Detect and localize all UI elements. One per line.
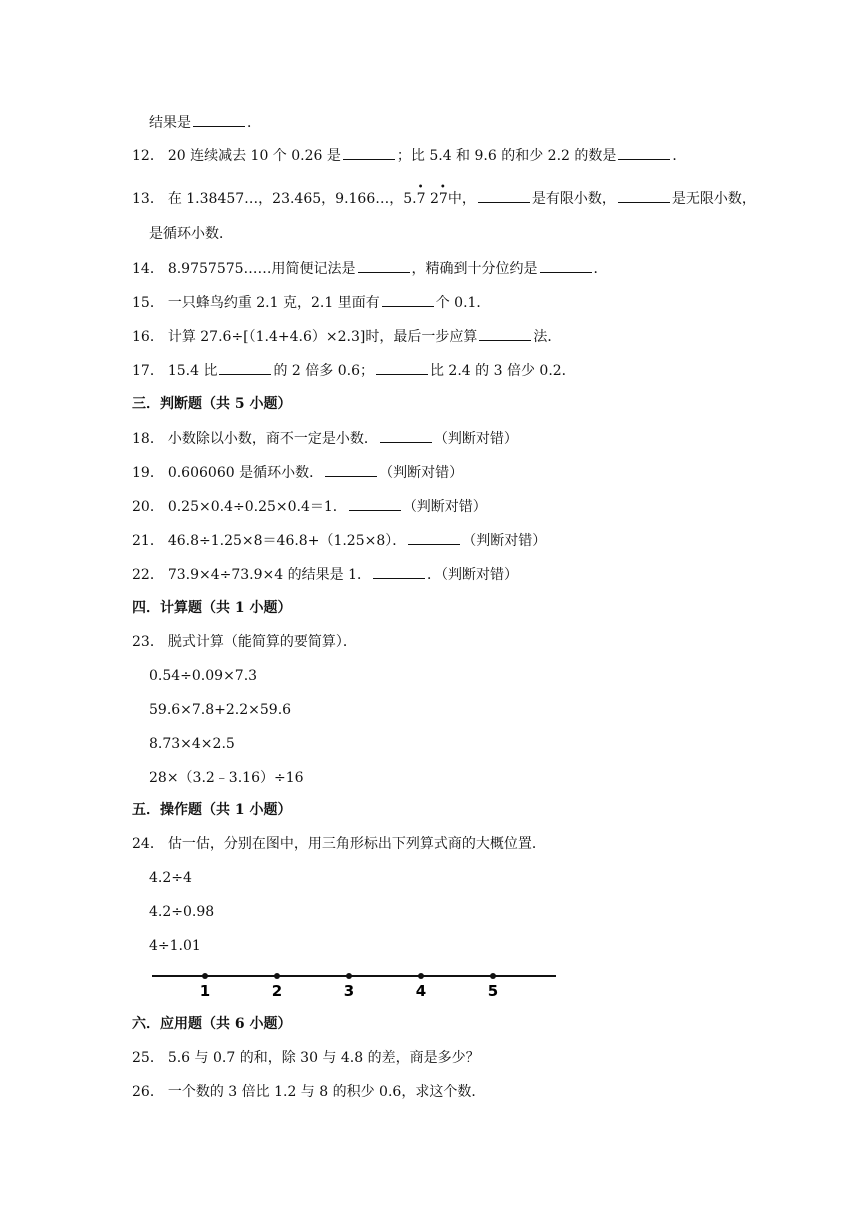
question-14: 14． 8.9757575……用简便记法是 ，精确到十分位约是 ．	[132, 258, 608, 279]
question-25: 25． 5.6 与 0.7 的和，除 30 与 4.8 的差，商是多少？	[132, 1050, 480, 1066]
question-19: 19． 0.606060 是循环小数． （判断对错）	[132, 462, 463, 483]
question-17: 17． 15.4 比 的 2 倍多 0.6； 比 2.4 的 3 倍少 0.2．	[132, 360, 576, 381]
expression: 4÷1.01	[149, 938, 201, 954]
number-line-point-5	[490, 973, 496, 979]
section-heading-operate: 五．操作题（共 1 小题）	[132, 802, 292, 818]
answer-blank[interactable]	[373, 564, 425, 579]
answer-blank[interactable]	[479, 326, 531, 341]
answer-blank[interactable]	[193, 112, 245, 127]
question-15: 15． 一只蜂鸟约重 2.1 克，2.1 里面有 个 0.1．	[132, 292, 490, 313]
question-12: 12． 20 连续减去 10 个 0.26 是 ；比 5.4 和 9.6 的和少 2.2 的数是 ．	[132, 145, 686, 166]
section-heading-apply: 六．应用题（共 6 小题）	[132, 1016, 292, 1032]
question-18: 18． 小数除以小数，商不一定是小数． （判断对错）	[132, 428, 518, 449]
recurring-digit: • 7	[438, 182, 448, 207]
expression: 0.54÷0.09×7.3	[149, 668, 258, 684]
question-11-continuation: 结果是 ．	[149, 112, 261, 133]
number-line-point-3	[346, 973, 352, 979]
question-13: 13． 在 1.38457…，23.465，9.166…，5. • 7 2 • 7中， 是有限小数， 是无限小数，	[132, 182, 756, 207]
recurring-digit: • 7	[416, 182, 426, 207]
number-line-point-4	[418, 973, 424, 979]
number-line-point-1	[202, 973, 208, 979]
question-23: 23． 脱式计算（能简算的要简算）．	[132, 634, 357, 650]
answer-blank[interactable]	[380, 428, 432, 443]
number-line	[150, 960, 560, 1000]
expression: 28×（3.2﹣3.16）÷16	[149, 770, 304, 786]
question-22: 22． 73.9×4÷73.9×4 的结果是 1． ．（判断对错）	[132, 564, 518, 585]
number-line-point-2	[274, 973, 280, 979]
tick-label-4: 4	[415, 982, 427, 1000]
answer-blank[interactable]	[219, 360, 271, 375]
section-heading-calc: 四．计算题（共 1 小题）	[132, 600, 292, 616]
question-24: 24． 估一估，分别在图中，用三角形标出下列算式商的大概位置．	[132, 836, 546, 852]
answer-blank[interactable]	[478, 188, 530, 203]
expression: 4.2÷4	[149, 870, 192, 886]
answer-blank[interactable]	[382, 292, 434, 307]
tick-label-1: 1	[199, 982, 211, 1000]
expression: 59.6×7.8+2.2×59.6	[149, 702, 292, 718]
answer-blank[interactable]	[540, 258, 592, 273]
answer-blank[interactable]	[618, 188, 670, 203]
tick-label-2: 2	[271, 982, 283, 1000]
answer-blank[interactable]	[376, 360, 428, 375]
tick-label-5: 5	[487, 982, 499, 1000]
question-26: 26． 一个数的 3 倍比 1.2 与 8 的积少 0.6，求这个数．	[132, 1084, 486, 1100]
answer-blank[interactable]	[349, 496, 401, 511]
question-20: 20． 0.25×0.4÷0.25×0.4＝1． （判断对错）	[132, 496, 487, 517]
answer-blank[interactable]	[408, 530, 460, 545]
tick-label-3: 3	[343, 982, 355, 1000]
answer-blank[interactable]	[358, 258, 410, 273]
section-heading-judge: 三．判断题（共 5 小题）	[132, 396, 292, 412]
answer-blank[interactable]	[325, 462, 377, 477]
question-13-continuation: 是循环小数．	[149, 226, 233, 242]
expression: 4.2÷0.98	[149, 904, 215, 920]
answer-blank[interactable]	[618, 145, 670, 160]
expression: 8.73×4×2.5	[149, 736, 235, 752]
question-16: 16． 计算 27.6÷[（1.4+4.6）×2.3]时，最后一步应算 法．	[132, 326, 561, 347]
question-21: 21． 46.8÷1.25×8＝46.8+（1.25×8）． （判断对错）	[132, 530, 546, 551]
answer-blank[interactable]	[343, 145, 395, 160]
